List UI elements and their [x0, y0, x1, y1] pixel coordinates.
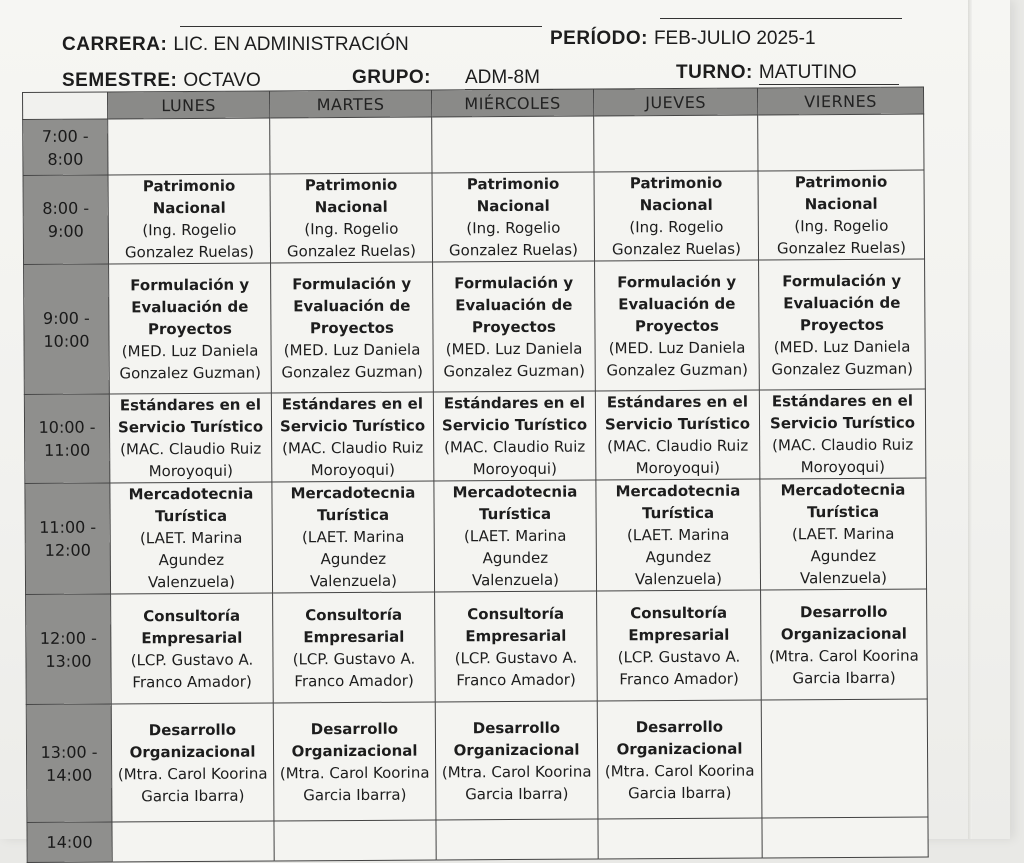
teacher-name: (MAC. Claudio Ruiz Moroyoqui) [444, 437, 586, 479]
class-cell-martes [271, 262, 434, 393]
teacher-name: (Mtra. Carol Koorina Garcia Ibarra) [279, 763, 430, 804]
day-header-jueves: JUEVES [593, 88, 757, 116]
class-cell-lunes [111, 703, 274, 822]
class-cell-jueves [595, 260, 760, 391]
teacher-name: (LCP. Gustavo A. Franco Amador) [454, 648, 578, 689]
class-cell-jueves [597, 700, 762, 819]
class-cell-jueves [598, 818, 762, 859]
subject-name: Estándares en el Servicio Turístico [117, 395, 264, 437]
teacher-name [760, 142, 921, 143]
class-cell-jueves [595, 390, 760, 480]
class-cell-lunes [109, 263, 272, 394]
day-header-viernes: VIERNES [757, 87, 923, 115]
teacher-name: (Mtra. Carol Koorina Garcia Ibarra) [769, 646, 919, 687]
grupo-label: GRUPO: [352, 67, 431, 88]
carrera-field [62, 34, 409, 56]
class-cell-martes [270, 117, 432, 174]
subject-name: Formulación y Evaluación de Proyectos [617, 272, 737, 335]
day-header-lunes: LUNES [108, 91, 270, 119]
class-cell-martes [271, 392, 434, 482]
class-cell-martes [272, 481, 435, 593]
teacher-name: (Mtra. Carol Koorina Garcia Ibarra) [441, 762, 592, 803]
subject-name: Mercadotecnia Turística [128, 484, 254, 526]
teacher-name: (LAET. Marina Agundez Valenzuela) [791, 524, 895, 588]
time-slot-cell: 11:00 - 12:00 [25, 483, 111, 595]
class-cell-jueves [594, 171, 759, 261]
class-cell-viernes [760, 478, 927, 590]
subject-name: Mercadotecnia Turística [452, 482, 578, 524]
subject-name [439, 839, 596, 840]
class-cell-miercoles [436, 819, 598, 860]
teacher-name [434, 144, 591, 145]
subject-name: Mercadotecnia Turística [290, 483, 416, 525]
teacher-name [765, 837, 926, 838]
teacher-name: (LAET. Marina Agundez Valenzuela) [301, 527, 405, 591]
schedule-row [26, 589, 928, 705]
subject-name: Desarrollo Organizacional [616, 717, 743, 758]
subject-name: Patrimonio Nacional [304, 175, 398, 217]
day-header-miercoles: MIÉRCOLES [431, 89, 593, 117]
subject-name: Consultoría Empresarial [141, 606, 243, 647]
semestre-value: OCTAVO [183, 70, 313, 93]
subject-name [434, 144, 591, 145]
class-cell-lunes [110, 482, 273, 594]
subject-name: Formulación y Evaluación de Proyectos [292, 274, 412, 337]
subject-name: Consultoría Empresarial [465, 604, 567, 645]
subject-name: Estándares en el Servicio Turístico [604, 392, 751, 434]
class-cell-lunes [109, 393, 272, 483]
time-slot-cell: 9:00 - 10:00 [24, 264, 110, 395]
subject-name [765, 837, 926, 838]
semestre-label: SEMESTRE: [62, 70, 178, 91]
subject-name: Desarrollo Organizacional [780, 602, 907, 643]
teacher-name: (LAET. Marina Agundez Valenzuela) [626, 525, 730, 589]
time-slot-cell: 13:00 - 14:00 [26, 704, 112, 823]
grupo-field [352, 67, 635, 90]
schedule-row [23, 170, 925, 265]
class-cell-lunes [108, 174, 271, 264]
teacher-name: (Ing. Rogelio Gonzalez Ruelas) [124, 220, 254, 262]
time-slot-cell: 12:00 - 13:00 [26, 594, 112, 705]
teacher-name: (MED. Luz Daniela Gonzalez Guzman) [281, 340, 424, 381]
class-cell-miercoles [433, 391, 596, 481]
schedule-row [26, 699, 928, 823]
periodo-field [550, 28, 816, 50]
periodo-value: FEB-JULIO 2025-1 [653, 28, 816, 49]
carrera-label: CARRERA: [62, 34, 168, 55]
class-cell-miercoles [434, 480, 597, 592]
subject-name: Formulación y Evaluación de Proyectos [782, 271, 902, 334]
time-slot-cell: 10:00 - 11:00 [24, 394, 110, 484]
schedule-row [25, 478, 927, 595]
teacher-name: (Mtra. Carol Koorina Garcia Ibarra) [117, 764, 268, 805]
class-cell-jueves [596, 479, 761, 591]
class-cell-viernes [759, 389, 926, 479]
subject-name [760, 142, 921, 143]
class-cell-miercoles [432, 172, 595, 262]
teacher-name: (LCP. Gustavo A. Franco Amador) [292, 649, 416, 690]
teacher-name: (Ing. Rogelio Gonzalez Ruelas) [776, 216, 906, 258]
teacher-name: (MED. Luz Daniela Gonzalez Guzman) [771, 337, 914, 378]
teacher-name: (LCP. Gustavo A. Franco Amador) [617, 647, 741, 688]
teacher-name: (LAET. Marina Agundez Valenzuela) [463, 526, 567, 590]
subject-name [115, 841, 272, 842]
class-cell-jueves [594, 115, 758, 172]
teacher-name: (MAC. Claudio Ruiz Moroyoqui) [607, 436, 749, 478]
class-cell-viernes [758, 170, 925, 260]
subject-name: Consultoría Empresarial [303, 605, 405, 646]
turno-field [676, 62, 899, 85]
teacher-name [764, 758, 925, 759]
time-slot-cell: 14:00 [27, 822, 112, 863]
class-cell-viernes [762, 817, 928, 858]
time-slot-cell: 7:00 - 8:00 [23, 119, 108, 176]
teacher-name [596, 143, 755, 144]
teacher-name: (MED. Luz Daniela Gonzalez Guzman) [443, 339, 586, 380]
teacher-name [272, 145, 429, 146]
subject-name: Patrimonio Nacional [142, 176, 236, 218]
subject-name: Estándares en el Servicio Turístico [769, 391, 916, 433]
schedule-row [24, 389, 926, 484]
teacher-name [115, 841, 272, 842]
subject-name: Patrimonio Nacional [466, 174, 560, 216]
class-cell-viernes [759, 259, 926, 390]
subject-name: Formulación y Evaluación de Proyectos [454, 273, 574, 336]
grupo-value: ADM-8M [465, 67, 635, 90]
teacher-name: (Ing. Rogelio Gonzalez Ruelas) [611, 217, 741, 259]
turno-label: TURNO: [676, 62, 753, 83]
subject-name: Patrimonio Nacional [629, 173, 723, 215]
teacher-name: (LCP. Gustavo A. Franco Amador) [130, 650, 254, 691]
class-cell-miercoles [432, 116, 594, 173]
subject-name [277, 840, 434, 841]
subject-name: Mercadotecnia Turística [780, 480, 906, 522]
carrera-value: LIC. EN ADMINISTRACIÓN [173, 34, 409, 55]
subject-name [764, 758, 925, 759]
top-rule-left [180, 26, 542, 27]
class-cell-jueves [597, 590, 762, 701]
teacher-name: (Mtra. Carol Koorina Garcia Ibarra) [604, 761, 755, 802]
teacher-name: (LAET. Marina Agundez Valenzuela) [139, 528, 243, 592]
class-cell-lunes [112, 821, 274, 862]
teacher-name [110, 146, 267, 147]
class-cell-martes [273, 702, 436, 821]
teacher-name: (Ing. Rogelio Gonzalez Ruelas) [286, 219, 416, 261]
teacher-name: (MAC. Claudio Ruiz Moroyoqui) [772, 435, 914, 477]
turno-value: MATUTINO [759, 62, 899, 85]
subject-name: Consultoría Empresarial [628, 603, 730, 644]
subject-name: Patrimonio Nacional [794, 172, 888, 214]
periodo-label: PERÍODO: [550, 28, 648, 49]
class-cell-lunes [108, 118, 270, 175]
subject-name: Formulación y Evaluación de Proyectos [130, 275, 250, 338]
class-cell-miercoles [435, 701, 598, 820]
subject-name: Mercadotecnia Turística [615, 481, 741, 523]
schedule-table [22, 86, 929, 862]
teacher-name: (MED. Luz Daniela Gonzalez Guzman) [606, 338, 749, 379]
teacher-name: (Ing. Rogelio Gonzalez Ruelas) [448, 218, 578, 260]
teacher-name: (MED. Luz Daniela Gonzalez Guzman) [119, 341, 262, 382]
class-cell-viernes [761, 699, 928, 818]
subject-name: Desarrollo Organizacional [453, 718, 580, 759]
header-corner [23, 92, 108, 120]
class-cell-martes [270, 173, 433, 263]
subject-name [596, 143, 755, 144]
top-rule-right [660, 18, 902, 19]
subject-name [110, 146, 267, 147]
subject-name: Estándares en el Servicio Turístico [279, 394, 426, 436]
subject-name: Desarrollo Organizacional [129, 720, 256, 761]
class-cell-martes [274, 820, 436, 861]
class-cell-viernes [758, 114, 924, 171]
subject-name [272, 145, 429, 146]
class-cell-miercoles [435, 591, 598, 702]
schedule-row [23, 114, 924, 176]
schedule-row [24, 259, 926, 395]
subject-name: Estándares en el Servicio Turístico [441, 393, 588, 435]
day-header-martes: MARTES [269, 90, 431, 118]
class-cell-lunes [111, 593, 274, 704]
teacher-name [439, 839, 596, 840]
class-cell-viernes [761, 589, 928, 700]
time-slot-cell: 8:00 - 9:00 [23, 175, 109, 265]
teacher-name [277, 840, 434, 841]
paper-edge [968, 0, 972, 839]
teacher-name: (MAC. Claudio Ruiz Moroyoqui) [120, 439, 262, 481]
teacher-name: (MAC. Claudio Ruiz Moroyoqui) [282, 438, 424, 480]
class-cell-miercoles [433, 261, 596, 392]
class-cell-martes [273, 592, 436, 703]
schedule-row [27, 817, 928, 863]
subject-name: Desarrollo Organizacional [291, 719, 418, 760]
